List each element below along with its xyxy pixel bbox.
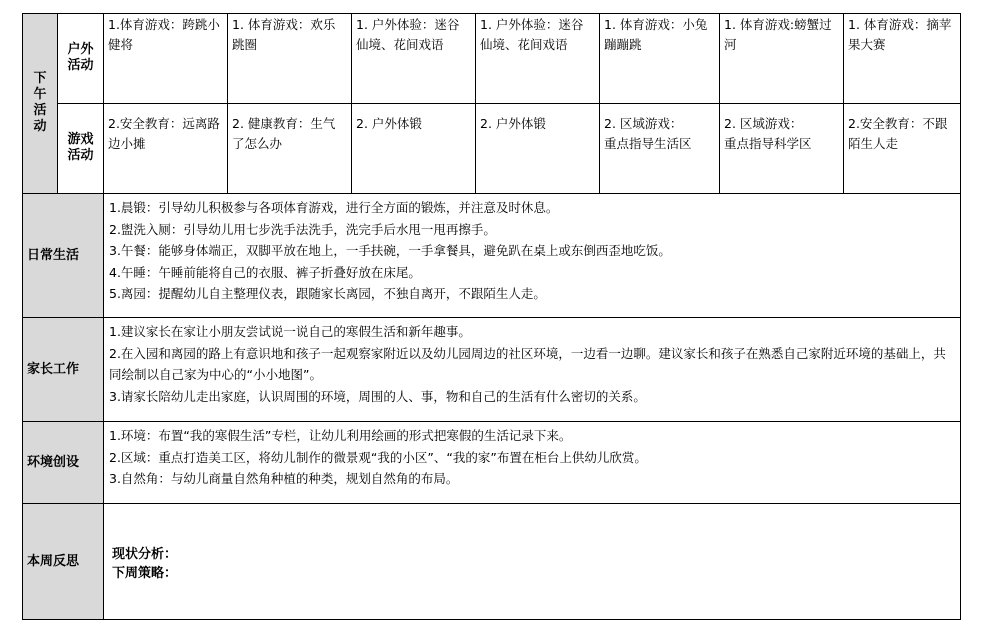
outdoor-cell-mon: 1.体育游戏：跨跳小健将 xyxy=(104,14,228,104)
parents-item: 3.请家长陪幼儿走出家庭，认识周围的环境，周围的人、事，物和自己的生活有什么密切的关系。 xyxy=(109,388,646,404)
game-label-text: 游戏活动 xyxy=(67,132,94,163)
status-analysis-label: 现状分析： xyxy=(112,547,178,562)
game-cell-fri: 2. 区域游戏： 重点指导生活区 xyxy=(600,104,720,194)
daily-item: 4.午睡：午睡前能将自己的衣服、裤子折叠好放在床尾。 xyxy=(109,264,421,280)
outdoor-cell-sun: 1. 体育游戏：摘苹果大赛 xyxy=(844,14,961,104)
game-cell-tue: 2. 健康教育：生气了怎么办 xyxy=(228,104,352,194)
outdoor-label xyxy=(58,14,104,104)
outdoor-cell-wed: 1. 户外体验：迷谷仙境、花间戏语 xyxy=(352,14,476,104)
outdoor-cell-thu: 1. 户外体验：迷谷仙境、花间戏语 xyxy=(476,14,600,104)
reflection-label: 本周反思 xyxy=(23,504,104,620)
game-label xyxy=(58,104,104,194)
environment-item: 2.区域：重点打造美工区，将幼儿制作的微景观“我的小区”、“我的家”布置在柜台上供幼儿欣赏。 xyxy=(109,449,647,465)
parents-item: 2.在入园和离园的路上有意识地和孩子一起观察家附近以及幼儿园周边的社区环境，一边看一边聊。建议家长和孩子在熟悉自己家附近环境的基础上，共同绘制以自己家为中心的“小小地图”。 xyxy=(109,345,946,382)
daily-row xyxy=(23,194,961,318)
outdoor-label-text: 户外活动 xyxy=(67,42,94,73)
parents-row xyxy=(23,318,961,422)
environment-item: 3.自然角：与幼儿商量自然角种植的种类，规划自然角的布局。 xyxy=(109,471,459,486)
game-cell-mon: 2.安全教育：远离路边小摊 xyxy=(104,104,228,194)
weekly-plan-sheet xyxy=(22,13,960,621)
daily-item: 1.晨锻：引导幼儿积极参与各项体育游戏，进行全方面的锻炼，并注意及时休息。 xyxy=(109,200,559,215)
afternoon-label-text: 下午活动 xyxy=(33,71,47,134)
outdoor-cell-tue: 1. 体育游戏：欢乐跳圈 xyxy=(228,14,352,104)
outdoor-cell-sat: 1. 体育游戏:螃蟹过河 xyxy=(720,14,844,104)
outdoor-row xyxy=(23,14,961,104)
afternoon-label xyxy=(23,14,58,194)
environment-content xyxy=(104,422,961,504)
parents-label: 家长工作 xyxy=(23,318,104,422)
game-row xyxy=(23,104,961,194)
reflection-row xyxy=(23,504,961,620)
daily-item: 2.盥洗入厕：引导幼儿用七步洗手法洗手，洗完手后水甩一甩再擦手。 xyxy=(109,221,496,237)
parents-content xyxy=(104,318,961,422)
daily-item: 3.午餐：能够身体端正，双脚平放在地上，一手扶碗，一手拿餐具，避免趴在桌上或东倒西歪地吃饭。 xyxy=(109,243,671,258)
environment-item: 1.环境：布置“我的寒假生活”专栏，让幼儿利用绘画的形式把寒假的生活记录下来。 xyxy=(109,428,572,443)
game-cell-thu: 2. 户外体锻 xyxy=(476,104,600,194)
plan-table xyxy=(22,13,961,620)
daily-content xyxy=(104,194,961,318)
reflection-content xyxy=(104,504,961,620)
environment-label: 环境创设 xyxy=(23,422,104,504)
outdoor-cell-fri: 1. 体育游戏：小兔蹦蹦跳 xyxy=(600,14,720,104)
daily-label: 日常生活 xyxy=(23,194,104,318)
game-cell-wed: 2. 户外体锻 xyxy=(352,104,476,194)
next-week-strategy-label: 下周策略： xyxy=(112,566,178,581)
environment-row xyxy=(23,422,961,504)
parents-item: 1.建议家长在家让小朋友尝试说一说自己的寒假生活和新年趣事。 xyxy=(109,324,471,339)
game-cell-sun: 2.安全教育：不跟陌生人走 xyxy=(844,104,961,194)
game-cell-sat: 2. 区域游戏： 重点指导科学区 xyxy=(720,104,844,194)
daily-item: 5.离园：提醒幼儿自主整理仪表，跟随家长离园，不独自离开，不跟陌生人走。 xyxy=(109,286,546,301)
